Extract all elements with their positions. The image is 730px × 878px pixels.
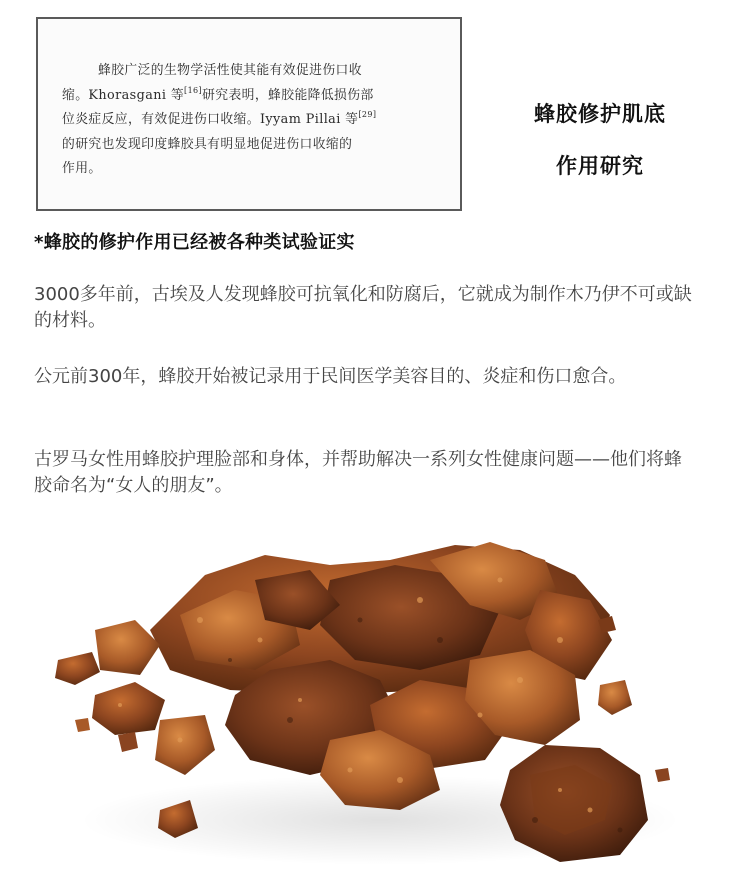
reference-29: [29] [358, 110, 377, 120]
excerpt-line-2: 缩。Khorasgani 等[16]研究表明，蜂胶能降低损伤部 [62, 85, 374, 103]
history-paragraph-egypt: 3000多年前，古埃及人发现蜂胶可抗氧化和防腐后，它就成为制作木乃伊不可或缺的材料。 [34, 284, 692, 331]
history-paragraph-rome: 古罗马女性用蜂胶护理脸部和身体，并帮助解决一系列女性健康问题——他们将蜂胶命名为“女人的朋友”。 [34, 449, 682, 496]
section-title-line-1: 蜂胶修护肌底 [534, 102, 666, 126]
excerpt-line-3: 位炎症反应，有效促进伤口收缩。Iyyam Pillai 等[29] [62, 110, 377, 128]
excerpt-line-1: 蜂胶广泛的生物学活性使其能有效促进伤口收 [98, 63, 362, 78]
evidence-caption: *蜂胶的修护作用已经被各种类试验证实 [34, 232, 355, 253]
excerpt-line-4: 的研究也发现印度蜂胶具有明显地促进伤口收缩的 [62, 136, 353, 152]
section-title-line-2: 作用研究 [556, 154, 644, 178]
research-excerpt-text [62, 59, 450, 182]
history-paragraph-medicine: 公元前300年，蜂胶开始被记录用于民间医学美容目的、炎症和伤口愈合。 [34, 366, 627, 387]
propolis-photo [0, 520, 730, 878]
reference-16: [16] [184, 85, 203, 95]
excerpt-line-5: 作用。 [62, 161, 102, 177]
section-title [500, 88, 700, 192]
research-excerpt-box [36, 17, 462, 211]
